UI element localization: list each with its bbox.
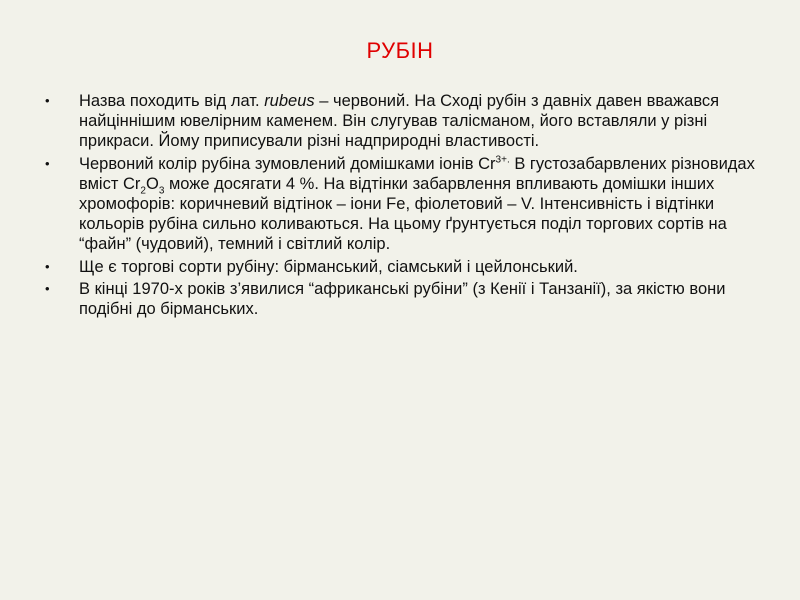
bullet-list	[44, 91, 764, 322]
chromium-subscript: 2	[140, 185, 146, 197]
slide-title: РУБІН	[366, 38, 434, 63]
bullet-text: В кінці 1970-х років з’явилися “африканські рубіни” (з Кенії і Танзанії), за якістю вони подібні до бірманських.	[79, 280, 726, 318]
bullet-dot-icon: •	[45, 93, 50, 108]
bullet-text: Червоний колір рубіна зумовлений домішками іонів Cr	[79, 155, 496, 173]
oxygen-symbol: O	[145, 175, 159, 193]
bullet-item-name-origin	[44, 91, 764, 151]
bullet-item-color	[44, 154, 764, 254]
bullet-dot-icon: •	[45, 156, 50, 171]
bullet-dot-icon: •	[45, 259, 50, 274]
oxygen-subscript: 3	[158, 185, 165, 197]
ion-charge: 3+.	[495, 154, 510, 166]
bullet-text-continuation: В густозабарвлених різновидах вміст Cr	[79, 155, 755, 193]
latin-word: rubeus	[264, 92, 315, 110]
bullet-text-continuation: – червоний. На Сході рубін з давніх давен вважався найціннішим ювелірним каменем. Він слугував талісманом, його вставляли у різні прикраси. Йому приписували різні надприродні властивості.	[79, 92, 720, 150]
bullet-dot-icon: •	[45, 281, 50, 296]
bullet-text: Назва походить від лат.	[79, 92, 265, 110]
bullet-item-trade-varieties	[44, 257, 764, 277]
bullet-item-african-rubies	[44, 279, 764, 319]
bullet-text-end: може досягати 4 %. На відтінки забарвлення впливають домішки інших хромофорів: коричневий відтінок – іони Fe, фіолетовий – V. Інтенсивність і відтінки кольорів рубіна сильно коливаються. На цьому ґрунтується поділ торгових сортів на “файн” (чудовий), темний і світлий колір.	[79, 175, 727, 253]
bullet-text: Ще є торгові сорти рубіну: бірманський, сіамський і цейлонський.	[79, 258, 578, 276]
